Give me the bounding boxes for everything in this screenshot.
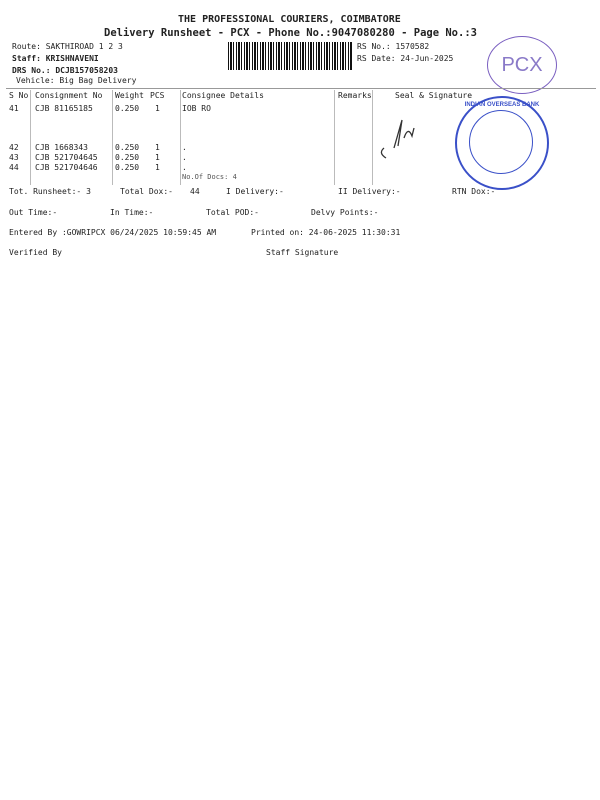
runsheet-title: Delivery Runsheet - PCX - Phone No.:9047080280 - Page No.:3 [104,27,477,39]
col-seal: Seal & Signature [395,91,473,100]
rtn-dox: RTN Dox:- [452,187,496,196]
verified-by: Verified By [9,248,62,257]
total-dox: Total Dox:- [120,187,173,196]
consignee: . [182,143,187,152]
staff: Staff: KRISHNAVENI [12,54,99,63]
column-line [112,90,113,185]
column-line [180,90,181,185]
column-line [334,90,335,185]
col-remarks: Remarks [338,91,372,100]
pcs: 1 [155,163,160,172]
weight: 0.250 [115,153,140,162]
col-sno: S No [9,91,29,100]
sno: 42 [9,143,19,152]
route: Route: SAKTHIROAD 1 2 3 [12,42,123,51]
consignee: . [182,163,187,172]
pcs: 1 [155,153,160,162]
consignee: . [182,153,187,162]
ii-delivery: II Delivery:- [338,187,401,196]
seal-text: INDIAN OVERSEAS BANK [464,102,540,108]
col-consignee: Consignee Details [182,91,264,100]
col-weight: Weight [115,91,144,100]
delvy-points: Delvy Points:- [311,208,379,217]
weight: 0.250 [115,163,140,172]
column-line [30,90,31,185]
consignment-no: CJB 521704645 [35,153,98,162]
sno: 44 [9,163,19,172]
pcs: 1 [155,143,160,152]
entered-by: Entered By :GOWRIPCX 06/24/2025 10:59:45 AM [9,228,217,237]
no-of-docs: No.Of Docs: 4 [182,173,237,181]
bank-seal [455,96,549,190]
weight: 0.250 [115,143,140,152]
rs-date: RS Date: 24-Jun-2025 [357,54,454,63]
barcode [228,42,352,70]
consignment-no: CJB 1668343 [35,143,88,152]
tot-runsheet: Tot. Runsheet:- 3 [9,187,91,196]
col-pcs: PCS [150,91,165,100]
sno: 43 [9,153,19,162]
sno: 41 [9,104,19,113]
pcx-stamp: PCX [487,36,557,94]
total-dox-value: 44 [190,187,200,196]
printed-on: Printed on: 24-06-2025 11:30:31 [251,228,401,237]
handwritten-signature [372,108,442,168]
i-delivery: I Delivery:- [226,187,284,196]
staff-signature: Staff Signature [266,248,339,257]
drs-number: DRS No.: DCJB157058203 [12,66,118,75]
total-pod: Total POD:- [206,208,259,217]
rs-number: RS No.: 1570582 [357,42,430,51]
out-time: Out Time:- [9,208,58,217]
consignee: IOB RO [182,104,211,113]
in-time: In Time:- [110,208,154,217]
vehicle: Vehicle: Big Bag Delivery [16,76,137,85]
company-name: THE PROFESSIONAL COURIERS, COIMBATORE [178,14,401,25]
col-consignment: Consignment No [35,91,103,100]
consignment-no: CJB 81165185 [35,104,93,113]
pcs: 1 [155,104,160,113]
consignment-no: CJB 521704646 [35,163,98,172]
weight: 0.250 [115,104,140,113]
seal-inner-ring [469,110,533,174]
divider [6,88,596,89]
